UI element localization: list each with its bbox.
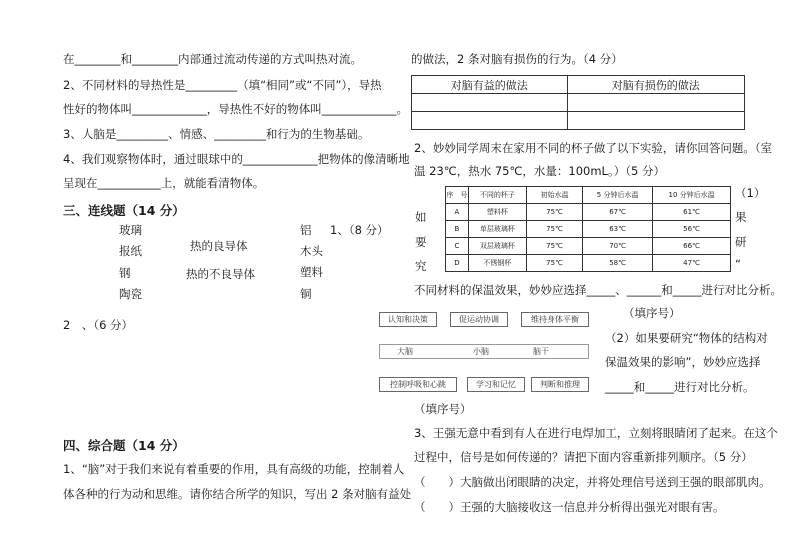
function-box-reasoning: 判断和推理 — [531, 377, 589, 392]
signal-order-item: （ ）大脑做出闭眼睛的决定，并将处理信号送到王强的眼部肌肉。 — [414, 475, 771, 489]
brain-question-line-1: 1、“脑”对于我们来说有着重要的作用，具有高级的功能，控制着人 — [63, 462, 405, 476]
exp-cell: 75℃ — [526, 204, 582, 221]
fill-blank-convection: 在________和________内部通过流动传递的方式叫热对流。 — [63, 52, 362, 66]
question-2-line-1: 2、不同材料的导热性是_________（填“相同”或“不同”），导热 — [63, 78, 382, 92]
function-box-memory: 学习和记忆 — [467, 377, 525, 392]
exp-cell: 63℃ — [583, 221, 653, 238]
question-4-line-1: 4、我们观察物体时，通过眼球中的_____________把物体的像清晰地 — [63, 152, 410, 166]
match-right-item: 铜 — [300, 287, 312, 301]
exp-cell: 不锈钢杯 — [468, 255, 526, 272]
signal-question-line-2: 过程中，信号是如何传递的？请把下面内容重新排列顺序。（5 分） — [414, 450, 753, 464]
match-middle-item: 热的良导体 — [190, 239, 248, 253]
table-row — [446, 221, 731, 238]
side-char: “ — [735, 257, 741, 271]
exp-header: 不同的杯子 — [468, 187, 526, 204]
experiment-subquestion-1: 不同材料的保温效果，妙妙应选择_____、______和_____进行对比分析。 — [414, 283, 782, 297]
question-2-line-2: 性好的物体叫_____________，导热性不好的物体叫_____________。 — [63, 102, 408, 116]
exp-header: 10 分钟后水温 — [653, 187, 731, 204]
section-3-title: 三、连线题（14 分） — [63, 203, 185, 218]
exp-header: 初始水温 — [526, 187, 582, 204]
brain-practice-table — [411, 75, 745, 130]
exp-cell: 66℃ — [653, 238, 731, 255]
brain-question-line-2: 体各种的行为动和思维。请你结合所学的知识，写出 2 条对脑有益处 — [63, 487, 412, 501]
table-row — [412, 94, 745, 112]
experiment-subquestion-2-line-3: _____和_____进行对比分析。 — [605, 380, 755, 394]
table-header-beneficial: 对脑有益的做法 — [412, 76, 568, 94]
function-box-cognition: 认知和决策 — [379, 312, 437, 327]
match-left-item: 陶瓷 — [119, 287, 142, 301]
answer-cell[interactable] — [412, 94, 568, 112]
exp-cell: A — [446, 204, 469, 221]
table-row — [446, 204, 731, 221]
match-middle-item: 热的不良导体 — [186, 267, 255, 281]
experiment-question-line-2: 温 23℃，热水 75℃，水量：100mL。）（5 分） — [414, 164, 665, 178]
function-box-balance: 维持身体平衡 — [521, 312, 589, 327]
exp-cell: B — [446, 221, 469, 238]
side-char: 果 — [735, 210, 747, 224]
exp-cell: 56℃ — [653, 221, 731, 238]
signal-order-item: （ ）王强的大脑接收这一信息并分析得出强光对眼有害。 — [414, 500, 725, 514]
side-char: 要 — [415, 235, 427, 249]
experiment-table — [445, 186, 731, 272]
exp-cell: 58℃ — [583, 255, 653, 272]
match-right-item: 铝 — [300, 223, 312, 237]
experiment-subquestion-2-line-1: （2）如果要研究“物体的结构对 — [605, 331, 768, 345]
experiment-question-line-1: 2、妙妙同学周末在家用不同的杯子做了以下实验，请你回答问题。（室 — [414, 141, 773, 155]
experiment-subquestion-2-line-2: 保温效果的影响”，妙妙应选择 — [605, 355, 761, 369]
signal-question-line-1: 3、王强无意中看到有人在进行电焊加工，立刻将眼睛闭了起来。在这个 — [414, 426, 778, 440]
exp-header: 5 分钟后水温 — [583, 187, 653, 204]
exp-cell: C — [446, 238, 469, 255]
function-box-breathing: 控制呼吸和心跳 — [379, 377, 457, 392]
exp-cell: D — [446, 255, 469, 272]
match-left-item: 钢 — [119, 266, 131, 280]
table-header-harmful: 对脑有损伤的做法 — [567, 76, 744, 94]
match-right-item: 塑料 — [300, 265, 323, 279]
table-row — [446, 238, 731, 255]
exp-cell: 67℃ — [583, 204, 653, 221]
exp-cell: 75℃ — [526, 238, 582, 255]
answer-cell[interactable] — [567, 112, 744, 130]
match-left-item: 玻璃 — [119, 223, 142, 237]
table-row — [412, 112, 745, 130]
exp-cell: 双层玻璃杯 — [468, 238, 526, 255]
question-4-line-2: 呈现在___________上，就能看清物体。 — [63, 176, 265, 190]
side-char: （1） — [735, 186, 766, 200]
function-box-coordination: 促运动协调 — [450, 312, 508, 327]
answer-cell[interactable] — [567, 94, 744, 112]
exp-cell: 75℃ — [526, 255, 582, 272]
exp-cell: 70℃ — [583, 238, 653, 255]
question-3-line: 3、人脑是_________、情感、_________和行为的生物基础。 — [63, 127, 370, 141]
answer-cell[interactable] — [412, 112, 568, 130]
side-char: 究 — [415, 259, 427, 273]
exp-cell: 47℃ — [653, 255, 731, 272]
fill-hint: （填序号） — [414, 402, 472, 416]
brain-part-brainstem: 脑干 — [533, 347, 549, 356]
exp-cell: 75℃ — [526, 221, 582, 238]
side-char: 如 — [415, 210, 427, 224]
match-question-1-label: 1、（8 分） — [330, 223, 389, 237]
exp-cell: 塑料杯 — [468, 204, 526, 221]
brain-part-cerebellum: 小脑 — [473, 347, 489, 356]
match-left-item: 报纸 — [119, 244, 142, 258]
brain-question-continuation: 的做法，2 条对脑有损伤的行为。（4 分） — [411, 52, 623, 66]
exp-cell: 单层玻璃杯 — [468, 221, 526, 238]
brain-part-cerebrum: 大脑 — [397, 347, 413, 356]
exp-cell: 61℃ — [653, 204, 731, 221]
match-question-2-label: 2 、（6 分） — [63, 318, 134, 332]
table-row — [446, 255, 731, 272]
section-4-title: 四、综合题（14 分） — [63, 438, 185, 453]
fill-hint: （填序号） — [623, 306, 681, 320]
exp-header: 序 号 — [446, 187, 469, 204]
match-right-item: 木头 — [300, 244, 323, 258]
side-char: 研 — [735, 235, 747, 249]
